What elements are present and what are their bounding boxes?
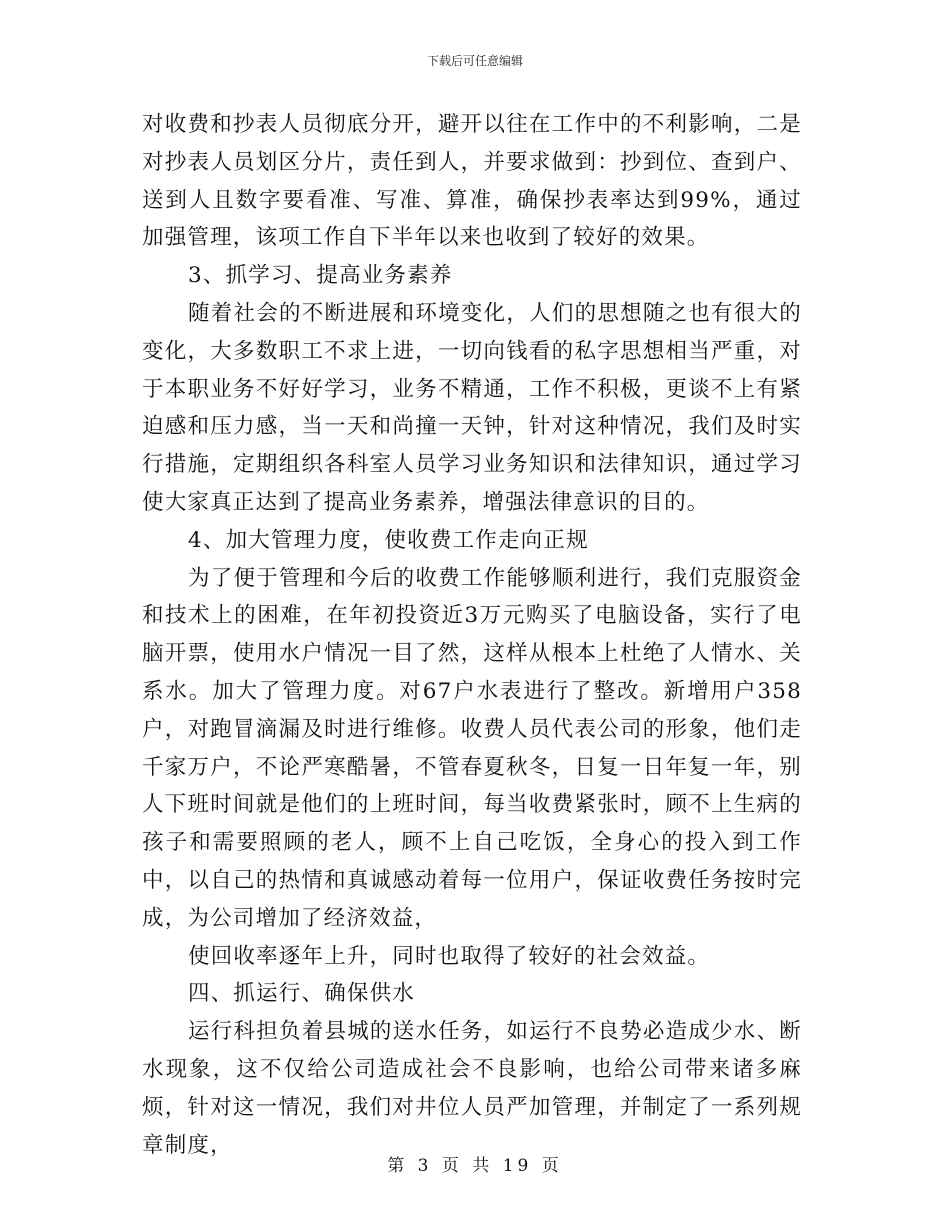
paragraph-recovery: 使回收率逐年上升，同时也取得了较好的社会效益。 — [188, 943, 711, 969]
section-heading-4: 4、加大管理力度，使收费工作走向正规 — [188, 527, 589, 553]
section-heading-3: 3、抓学习、提高业务素养 — [188, 263, 453, 289]
paragraph-study: 随着社会的不断进展和环境变化，人们的思想随之也有很大的变化，大多数职工不求上进，一切向钱看的私字思想相当严重，对于本职业务不好好学习，业务不精通，工作不积极，更谈不上有紧迫感和压力感，当一天和尚撞一天钟，针对这种情况，我们及时实行措施，定期组织各科室人员学习业务知识和法律知识，通过学习使大家真正达到了提高业务素养，增强法律意识的目的。 — [142, 300, 802, 515]
page-header: 下载后可任意编辑 — [426, 54, 523, 68]
paragraph-management: 为了便于管理和今后的收费工作能够顺利进行，我们克服资金和技术上的困难，在年初投资近3万元购买了电脑设备，实行了电脑开票，使用水户情况一目了然，这样从根本上杜绝了人情水、关系水。加大了管理力度。对67户水表进行了整改。新增用户358户，对跑冒滴漏及时进行维修。收费人员代表公司的形象，他们走千家万户，不论严寒酷暑，不管春夏秋冬，日复一日年复一年，别人下班时间就是他们的上班时间，每当收费紧张时，顾不上生病的孩子和需要照顾的老人，顾不上自己吃饭，全身心的投入到工作中，以自己的热情和真诚感动着每一位用户，保证收费任务按时完成，为公司增加了经济效益， — [142, 565, 802, 931]
page-footer: 第 3 页 共 19 页 — [387, 1156, 563, 1176]
paragraph-continuation: 对收费和抄表人员彻底分开，避开以往在工作中的不利影响，二是对抄表人员划区分片，责任到人，并要求做到：抄到位、查到户、送到人且数字要看准、写准、算准，确保抄表率达到99%，通过加强管理，该项工作自下半年以来也收到了较好的效果。 — [142, 112, 802, 251]
document-body — [142, 106, 802, 1164]
paragraph-operation: 运行科担负着县城的送水任务，如运行不良势必造成少水、断水现象，这不仅给公司造成社会不良影响，也给公司带来诸多麻烦，针对这一情况，我们对井位人员严加管理，并制定了一系列规章制度， — [142, 1019, 802, 1158]
section-heading-four: 四、抓运行、确保供水 — [188, 981, 416, 1007]
